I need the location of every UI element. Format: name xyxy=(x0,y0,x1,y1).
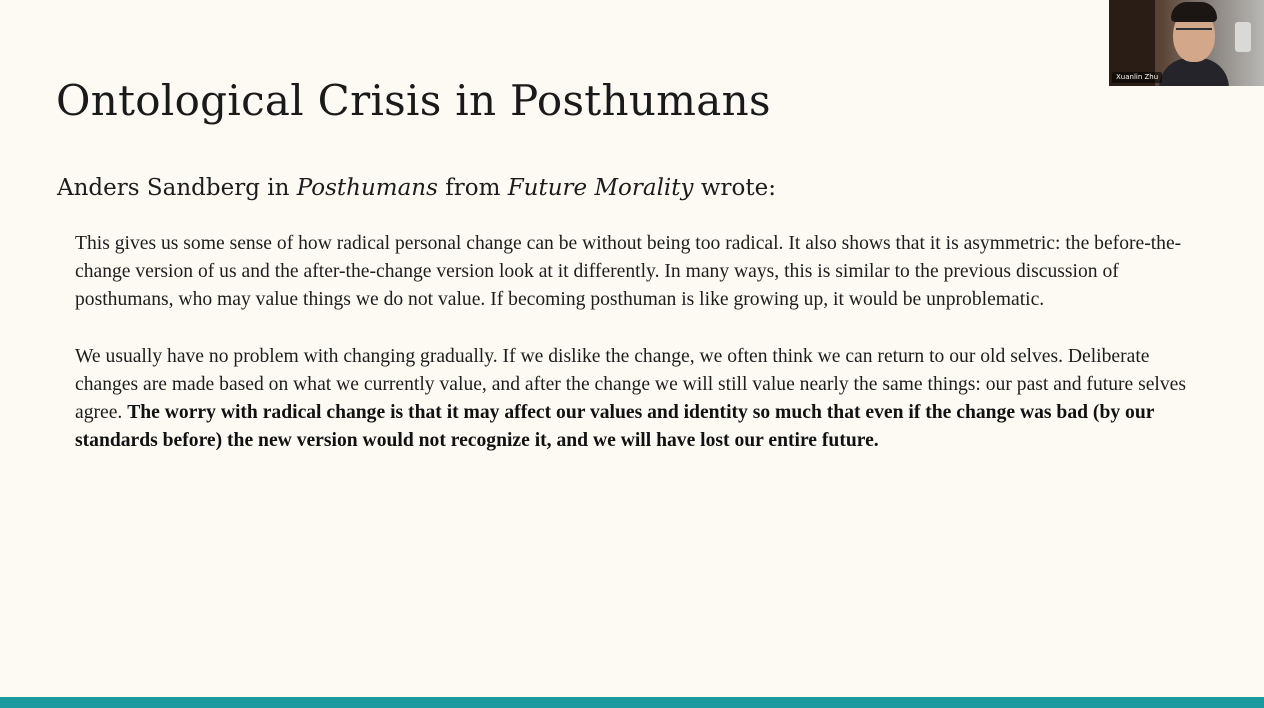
attribution-author: Anders Sandberg in xyxy=(57,175,297,201)
slide-title: Ontological Crisis in Posthumans xyxy=(56,76,771,125)
quote-paragraph-2-text: We usually have no problem with changing gradually. If we dislike the change, we often think we can return to our old selves. Deliberate changes are made based on what we currently value, and after the change we will still value nearly the same things: our past and future selves agree. xyxy=(75,345,1186,424)
accent-bar xyxy=(0,697,1264,708)
participant-hair xyxy=(1171,2,1217,22)
block-quote xyxy=(75,230,1200,455)
quote-emphasis: The worry with radical change is that it may affect our values and identity so much that even if the change was bad (by our standards before) the new version would not recognize it, and we will have lost our entire future. xyxy=(75,402,1155,452)
participant-avatar xyxy=(1149,0,1239,86)
participant-glasses xyxy=(1176,28,1212,40)
quote-attribution xyxy=(57,175,776,201)
participant-torso xyxy=(1159,58,1229,86)
attribution-connector: from xyxy=(437,175,508,201)
attribution-book-title: Future Morality xyxy=(507,175,694,201)
participant-video-tile[interactable] xyxy=(1109,0,1264,86)
attribution-verb: wrote: xyxy=(693,175,776,201)
attribution-work-title: Posthumans xyxy=(296,175,438,201)
quote-paragraph-2 xyxy=(75,343,1200,456)
participant-name-label: Xuanlin Zhu xyxy=(1112,72,1162,83)
quote-paragraph-1: This gives us some sense of how radical personal change can be without being too radical. It also shows that it is asymmetric: the before-the-change version of us and the after-the-change version look at it differently. In many ways, this is similar to the previous discussion of posthumans, who may value things we do not value. If becoming posthuman is like growing up, it would be unproblematic. xyxy=(75,233,1182,311)
